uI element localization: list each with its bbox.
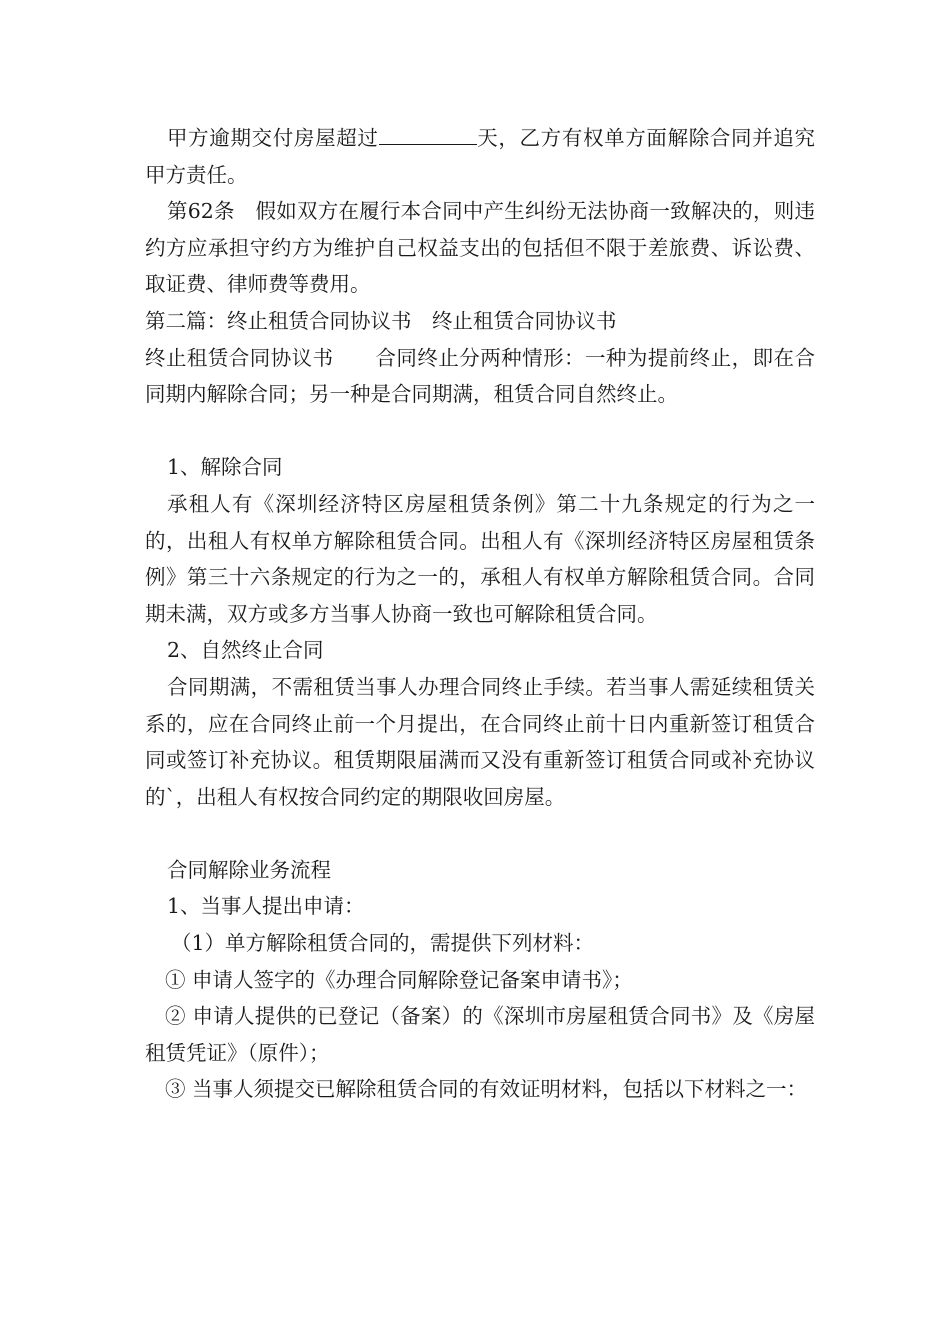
list-item-registered-contract: ② 申请人提供的已登记（备案）的《深圳市房屋租赁合同书》及《房屋租赁凭证》（原件）； bbox=[145, 1004, 815, 1065]
heading-rescind-process: 合同解除业务流程 bbox=[167, 857, 331, 882]
heading-step-one-apply: 1、当事人提出申请： bbox=[167, 894, 365, 919]
paragraph-delivery-overdue-text-a: 甲方逾期交付房屋超过 bbox=[167, 126, 379, 150]
paragraph-termination-intro: 终止租赁合同协议书 合同终止分两种情形：一种为提前终止，即在合同期内解除合同；另一种是合同期满，租赁合同自然终止。 bbox=[145, 345, 815, 407]
heading-natural-termination: 2、自然终止合同 bbox=[167, 638, 324, 663]
paragraph-delivery-overdue-text-b: 天，乙方有权单方面解除合同并追究甲方责任。 bbox=[145, 126, 816, 187]
paragraph-natural-termination: 合同期满，不需租赁当事人办理合同终止手续。若当事人需延续租赁关系的，应在合同终止前一个月提出，在合同终止前十日内重新签订租赁合同或签订补充协议。租赁期限届满而又没有重新签订租赁合同或补充协议的`，出租人有权按合同约定的期限收回房屋。 bbox=[145, 674, 815, 809]
subheading-unilateral-materials: （1）单方解除租赁合同的，需提供下列材料： bbox=[171, 931, 595, 956]
list-item-proof-materials: ③ 当事人须提交已解除租赁合同的有效证明材料，包括以下材料之一： bbox=[165, 1077, 808, 1102]
section-title-chapter-two: 第二篇：终止租赁合同协议书 终止租赁合同协议书 bbox=[145, 308, 617, 333]
blank-line bbox=[145, 413, 815, 450]
heading-rescind-contract: 1、解除合同 bbox=[167, 455, 283, 480]
blank-line bbox=[145, 815, 815, 852]
document-page bbox=[145, 120, 815, 1108]
fill-in-blank-days bbox=[379, 122, 477, 145]
paragraph-article-62: 第62条 假如双方在履行本合同中产生纠纷无法协商一致解决的，则违约方应承担守约方为维护自己权益支出的包括但不限于差旅费、诉讼费、取证费、律师费等费用。 bbox=[145, 199, 815, 297]
paragraph-rescind-details: 承租人有《深圳经济特区房屋租赁条例》第二十九条规定的行为之一的，出租人有权单方解除租赁合同。出租人有《深圳经济特区房屋租赁条例》第三十六条规定的行为之一的，承租人有权单方解除租赁合同。合同期未满，双方或多方当事人协商一致也可解除租赁合同。 bbox=[145, 491, 815, 626]
list-item-application-form: ① 申请人签字的《办理合同解除登记备案申请书》； bbox=[165, 967, 633, 992]
paragraph-delivery-overdue bbox=[145, 120, 815, 193]
